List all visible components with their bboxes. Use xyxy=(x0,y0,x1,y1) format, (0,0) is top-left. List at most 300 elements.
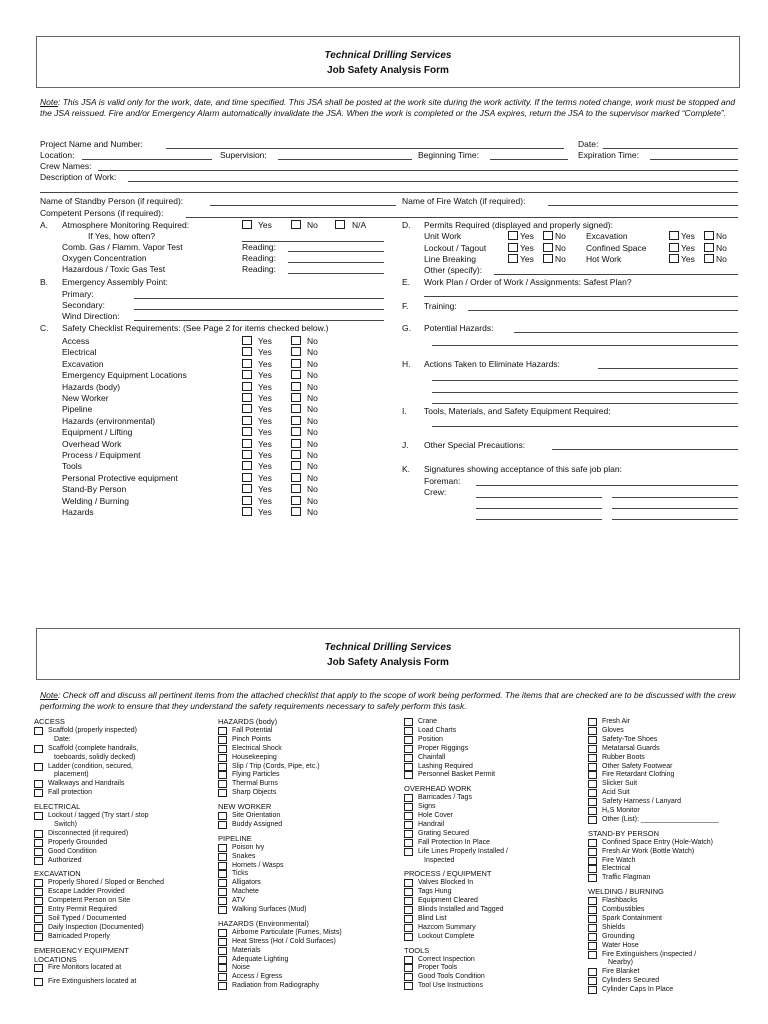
checklist-yes-checkbox[interactable] xyxy=(242,347,252,356)
permit-other-input[interactable] xyxy=(494,274,738,275)
checklist-item-label: Emergency Equipment Locations xyxy=(62,370,187,381)
checklist-checkbox[interactable] xyxy=(218,897,227,905)
checklist-checkbox[interactable] xyxy=(588,839,597,847)
permit-no-checkbox[interactable] xyxy=(543,254,553,263)
checklist-checkbox[interactable] xyxy=(34,839,43,847)
permit-label: Hot Work xyxy=(586,254,622,264)
checklist-checkbox[interactable] xyxy=(588,807,597,815)
checklist-no-checkbox[interactable] xyxy=(291,404,301,413)
checklist-yes-checkbox[interactable] xyxy=(242,382,252,391)
checklist-no-label: No xyxy=(307,461,318,472)
checklist-checkbox[interactable] xyxy=(218,780,227,788)
checklist-item: Inspected xyxy=(424,856,455,864)
permit-no-label: No xyxy=(716,231,727,241)
permit-no-checkbox[interactable] xyxy=(704,231,714,240)
checklist-section-heading: PROCESS / EQUIPMENT xyxy=(404,869,492,879)
section-a-label: Atmosphere Monitoring Required: xyxy=(62,220,190,230)
checklist-checkbox[interactable] xyxy=(34,780,43,788)
checklist-item: Fire Retardant Clothing xyxy=(602,771,675,779)
checklist-item: placement) xyxy=(54,771,89,779)
checklist-checkbox[interactable] xyxy=(218,879,227,887)
checklist-checkbox[interactable] xyxy=(404,830,413,838)
checklist-yes-checkbox[interactable] xyxy=(242,507,252,516)
atmosphere-yes-checkbox[interactable] xyxy=(242,220,252,229)
assembly-point-input[interactable] xyxy=(134,298,384,299)
checklist-no-checkbox[interactable] xyxy=(291,427,301,436)
assembly-point-label: Primary: xyxy=(62,289,94,299)
checklist-item: Ladder (condition, secured, xyxy=(48,762,133,770)
checklist-section-heading: NEW WORKER xyxy=(218,802,272,812)
page2-note xyxy=(40,690,740,711)
checklist-item: Fall Protection In Place xyxy=(418,838,490,846)
checklist-item: Walkways and Handrails xyxy=(48,780,125,788)
checklist-no-checkbox[interactable] xyxy=(291,450,301,459)
section-f-letter: F. xyxy=(402,301,409,311)
checklist-checkbox[interactable] xyxy=(404,906,413,914)
checklist-checkbox[interactable] xyxy=(588,951,597,959)
checklist-item: H₂S Monitor xyxy=(602,807,640,814)
permit-yes-label: Yes xyxy=(681,254,695,264)
checklist-item: Blind List xyxy=(418,914,447,922)
checklist-checkbox[interactable] xyxy=(34,857,43,865)
permit-no-checkbox[interactable] xyxy=(543,231,553,240)
permit-label: Unit Work xyxy=(424,231,462,241)
actions-line-2[interactable] xyxy=(432,380,738,381)
checklist-item: Fresh Air xyxy=(602,718,631,725)
checklist-section-heading: PIPELINE xyxy=(218,833,252,843)
checklist-no-checkbox[interactable] xyxy=(291,439,301,448)
tools-input[interactable] xyxy=(432,426,738,427)
checklist-checkbox[interactable] xyxy=(34,789,43,797)
page2-note-text: : Check off and discuss all pertinent items from the attached checklist that apply to the scope of work being performed. The items that are checked are to be discussed with the crew performing the work to ensure that they understand the safety requirements necessary to safely perform this task. xyxy=(40,690,736,711)
checklist-item: Competent Person on Site xyxy=(48,897,131,905)
checklist-checkbox[interactable] xyxy=(588,857,597,865)
checklist-yes-checkbox[interactable] xyxy=(242,473,252,482)
potential-hazards-input[interactable] xyxy=(514,332,738,333)
actions-line-4[interactable] xyxy=(432,403,738,404)
checklist-checkbox[interactable] xyxy=(218,956,227,964)
checklist-section-heading: STAND-BY PERSON xyxy=(588,828,659,838)
checklist-checkbox[interactable] xyxy=(404,794,413,802)
checklist-no-checkbox[interactable] xyxy=(291,461,301,470)
section-g-label: Potential Hazards: xyxy=(424,323,494,333)
checklist-checkbox[interactable] xyxy=(588,763,597,771)
checklist-item-label: Personal Protective equipment xyxy=(62,472,178,483)
checklist-yes-checkbox[interactable] xyxy=(242,450,252,459)
training-input[interactable] xyxy=(468,310,738,311)
checklist-checkbox[interactable] xyxy=(588,789,597,797)
checklist-checkbox[interactable] xyxy=(588,780,597,788)
checklist-item: Confined Space Entry (Hole-Watch) xyxy=(602,838,714,846)
checklist-yes-checkbox[interactable] xyxy=(242,439,252,448)
checklist-checkbox[interactable] xyxy=(34,915,43,923)
checklist-checkbox[interactable] xyxy=(34,933,43,941)
precautions-input[interactable] xyxy=(552,449,738,450)
checklist-item: Lockout Complete xyxy=(418,932,475,940)
competent-input[interactable] xyxy=(186,217,738,218)
standby-input[interactable] xyxy=(210,205,396,206)
fire-watch-input[interactable] xyxy=(548,205,738,206)
checklist-yes-checkbox[interactable] xyxy=(242,461,252,470)
crew-signature[interactable] xyxy=(612,519,738,520)
atmosphere-na-label: N/A xyxy=(352,220,367,230)
checklist-item: Escape Ladder Provided xyxy=(48,888,125,896)
checklist-checkbox[interactable] xyxy=(404,718,413,726)
checklist-item-label: Hazards (environmental) xyxy=(62,415,156,426)
checklist-no-checkbox[interactable] xyxy=(291,382,301,391)
checklist-item: Other Safety Footwear xyxy=(602,762,673,770)
description-line-2[interactable] xyxy=(40,192,738,193)
checklist-checkbox[interactable] xyxy=(218,888,227,896)
permit-no-checkbox[interactable] xyxy=(543,243,553,252)
checklist-item: Spark Containment xyxy=(602,914,662,922)
checklist-checkbox[interactable] xyxy=(404,736,413,744)
location-label: Location: xyxy=(40,150,75,160)
checklist-checkbox[interactable] xyxy=(218,938,227,946)
page2-form-title: Job Safety Analysis Form xyxy=(327,657,449,668)
permit-no-label: No xyxy=(555,242,566,253)
checklist-item: Grating Secured xyxy=(418,829,469,837)
checklist-checkbox[interactable] xyxy=(404,924,413,932)
section-b-label: Emergency Assembly Point: xyxy=(62,277,168,287)
checklist-checkbox[interactable] xyxy=(218,812,227,820)
section-i-letter: I. xyxy=(402,406,407,416)
checklist-yes-label: Yes xyxy=(258,427,272,438)
checklist-checkbox[interactable] xyxy=(588,848,597,856)
checklist-item: Slicker Suit xyxy=(602,780,638,788)
checklist-checkbox[interactable] xyxy=(34,812,43,820)
checklist-checkbox[interactable] xyxy=(34,745,43,753)
checklist-checkbox[interactable] xyxy=(34,964,43,972)
checklist-item: Materials xyxy=(232,946,261,954)
company-name: Technical Drilling Services xyxy=(324,50,452,61)
checklist-item: Tool Use Instructions xyxy=(418,982,483,990)
checklist-checkbox[interactable] xyxy=(588,727,597,735)
checklist-yes-label: Yes xyxy=(258,507,272,517)
checklist-yes-checkbox[interactable] xyxy=(242,336,252,345)
checklist-checkbox[interactable] xyxy=(218,862,227,870)
checklist-yes-label: Yes xyxy=(258,415,272,426)
checklist-checkbox[interactable] xyxy=(404,848,413,856)
checklist-no-label: No xyxy=(307,495,318,506)
checklist-checkbox[interactable] xyxy=(404,771,413,779)
foreman-signature[interactable] xyxy=(476,485,738,486)
permit-other-label: Other (specify): xyxy=(424,265,483,275)
checklist-checkbox[interactable] xyxy=(34,879,43,887)
checklist-checkbox[interactable] xyxy=(588,798,597,806)
checklist-section-heading: TOOLS xyxy=(404,945,430,955)
crew-signature[interactable] xyxy=(476,519,602,520)
permit-yes-checkbox[interactable] xyxy=(669,231,679,240)
checklist-section-heading: WELDING / BURNING xyxy=(588,887,664,897)
checklist-checkbox[interactable] xyxy=(588,915,597,923)
checklist-section-heading: EMERGENCY EQUIPMENT xyxy=(34,945,129,955)
checklist-checkbox[interactable] xyxy=(588,736,597,744)
checklist-checkbox[interactable] xyxy=(34,906,43,914)
checklist-item: Acid Suit xyxy=(602,789,630,797)
checklist-item: Scaffold (complete handrails, xyxy=(48,744,139,752)
checklist-checkbox[interactable] xyxy=(218,763,227,771)
assembly-point-input[interactable] xyxy=(134,309,384,310)
checklist-checkbox[interactable] xyxy=(588,924,597,932)
checklist-checkbox[interactable] xyxy=(588,771,597,779)
permit-label: Lockout / Tagout xyxy=(424,242,487,253)
checklist-item: Walking Surfaces (Mud) xyxy=(232,906,307,913)
checklist-checkbox[interactable] xyxy=(34,924,43,932)
checklist-item: Gloves xyxy=(602,726,624,734)
reading-input[interactable] xyxy=(288,273,384,274)
project-input[interactable] xyxy=(166,148,564,149)
checklist-checkbox[interactable] xyxy=(218,736,227,744)
checklist-item: Alligators xyxy=(232,879,261,887)
checklist-checkbox[interactable] xyxy=(404,888,413,896)
checklist-checkbox[interactable] xyxy=(404,803,413,811)
checklist-no-checkbox[interactable] xyxy=(291,484,301,493)
checklist-checkbox[interactable] xyxy=(404,821,413,829)
checklist-no-checkbox[interactable] xyxy=(291,473,301,482)
checklist-no-checkbox[interactable] xyxy=(291,507,301,516)
checklist-section-heading: ELECTRICAL xyxy=(34,802,81,812)
checklist-checkbox[interactable] xyxy=(34,888,43,896)
permit-yes-checkbox[interactable] xyxy=(669,254,679,263)
checklist-item: Barricaded Properly xyxy=(48,932,110,940)
permit-label: Confined Space xyxy=(586,242,647,253)
supervision-input[interactable] xyxy=(278,159,412,160)
checklist-checkbox[interactable] xyxy=(404,839,413,847)
checklist-checkbox[interactable] xyxy=(34,763,43,771)
checklist-section-heading: LOCATIONS xyxy=(34,954,77,964)
checklist-checkbox[interactable] xyxy=(218,964,227,972)
checklist-item-label: Electrical xyxy=(62,347,97,358)
checklist-item: Fire Watch xyxy=(602,856,636,864)
checklist-yes-label: Yes xyxy=(258,381,272,392)
checklist-checkbox[interactable] xyxy=(404,879,413,887)
checklist-checkbox[interactable] xyxy=(404,973,413,981)
crew-signature[interactable] xyxy=(476,508,602,509)
potential-hazards-line-2[interactable] xyxy=(432,345,738,346)
checklist-no-label: No xyxy=(307,427,318,438)
checklist-checkbox[interactable] xyxy=(588,977,597,985)
checklist-item: Other (List): ____________________ xyxy=(602,815,719,823)
checklist-yes-checkbox[interactable] xyxy=(242,359,252,368)
checklist-checkbox[interactable] xyxy=(404,956,413,964)
beginning-time-input[interactable] xyxy=(490,159,568,160)
checklist-item: Valves Blocked In xyxy=(418,879,474,887)
checklist-checkbox[interactable] xyxy=(588,718,597,726)
permit-yes-label: Yes xyxy=(520,254,534,264)
page2-company-name: Technical Drilling Services xyxy=(324,642,452,653)
competent-label: Competent Persons (if required): xyxy=(40,208,164,218)
permit-yes-checkbox[interactable] xyxy=(508,254,518,263)
checklist-checkbox[interactable] xyxy=(588,816,597,824)
atmosphere-na-checkbox[interactable] xyxy=(335,220,345,229)
expiration-time-input[interactable] xyxy=(650,159,738,160)
checklist-section-heading: ACCESS xyxy=(34,717,65,726)
permit-yes-checkbox[interactable] xyxy=(669,243,679,252)
checklist-checkbox[interactable] xyxy=(404,763,413,771)
checklist-no-checkbox[interactable] xyxy=(291,370,301,379)
location-input[interactable] xyxy=(82,159,212,160)
checklist-no-checkbox[interactable] xyxy=(291,393,301,402)
checklist-item: Correct Inspection xyxy=(418,955,475,963)
crew-names-input[interactable] xyxy=(98,170,738,171)
checklist-item-label: Tools xyxy=(62,461,82,472)
checklist-item: Electrical Shock xyxy=(232,744,282,752)
checklist-yes-checkbox[interactable] xyxy=(242,496,252,505)
assembly-point-input[interactable] xyxy=(134,320,384,321)
checklist-item: toeboards, solidly decked) xyxy=(54,753,136,761)
checklist-item: Noise xyxy=(232,964,250,972)
beginning-time-label: Beginning Time: xyxy=(418,150,479,160)
checklist-item: Lashing Required xyxy=(418,762,473,770)
checklist-checkbox[interactable] xyxy=(588,865,597,873)
section-c-label: Safety Checklist Requirements: (See Page 2 for items checked below.) xyxy=(62,323,329,333)
checklist-item-label: Equipment / Lifting xyxy=(62,427,133,438)
standby-label: Name of Standby Person (if required): xyxy=(40,196,184,206)
foreman-label: Foreman: xyxy=(424,476,461,486)
checklist-checkbox[interactable] xyxy=(588,942,597,950)
permit-no-label: No xyxy=(716,242,727,253)
checklist-checkbox[interactable] xyxy=(404,812,413,820)
checklist-checkbox[interactable] xyxy=(218,853,227,861)
checklist-checkbox[interactable] xyxy=(218,906,227,914)
checklist-item: Soil Typed / Documented xyxy=(48,914,127,922)
checklist-checkbox[interactable] xyxy=(218,870,227,878)
checklist-no-checkbox[interactable] xyxy=(291,496,301,505)
checklist-no-label: No xyxy=(307,381,318,392)
checklist-yes-checkbox[interactable] xyxy=(242,484,252,493)
checklist-checkbox[interactable] xyxy=(218,821,227,829)
section-i-label: Tools, Materials, and Safety Equipment Required: xyxy=(424,406,611,416)
checklist-checkbox[interactable] xyxy=(588,754,597,762)
checklist-section-heading: OVERHEAD WORK xyxy=(404,784,472,794)
checklist-no-checkbox[interactable] xyxy=(291,359,301,368)
checklist-item: Safety Harness / Lanyard xyxy=(602,798,681,806)
crew-signature[interactable] xyxy=(476,497,602,498)
permit-no-checkbox[interactable] xyxy=(704,254,714,263)
permit-yes-checkbox[interactable] xyxy=(508,231,518,240)
section-h-letter: H. xyxy=(402,359,411,369)
checklist-checkbox[interactable] xyxy=(404,727,413,735)
checklist-checkbox[interactable] xyxy=(588,745,597,753)
description-input[interactable] xyxy=(128,181,738,182)
checklist-checkbox[interactable] xyxy=(588,968,597,976)
checklist-checkbox[interactable] xyxy=(218,727,227,735)
checklist-checkbox[interactable] xyxy=(404,745,413,753)
reading-input[interactable] xyxy=(288,251,384,252)
atmosphere-no-checkbox[interactable] xyxy=(291,220,301,229)
checklist-item: Fall protection xyxy=(48,789,92,797)
checklist-item: Fire Extinguishers (inspected / xyxy=(602,950,697,958)
checklist-item: Machete xyxy=(232,888,259,896)
checklist-checkbox[interactable] xyxy=(404,754,413,762)
checklist-checkbox[interactable] xyxy=(34,848,43,856)
crew-signature[interactable] xyxy=(612,497,738,498)
checklist-checkbox[interactable] xyxy=(404,982,413,990)
checklist-no-checkbox[interactable] xyxy=(291,336,301,345)
checklist-yes-checkbox[interactable] xyxy=(242,404,252,413)
checklist-checkbox[interactable] xyxy=(404,897,413,905)
checklist-yes-checkbox[interactable] xyxy=(242,393,252,402)
checklist-item: Site Orientation xyxy=(232,812,281,819)
permit-no-label: No xyxy=(555,231,566,241)
checklist-item: Position xyxy=(418,735,443,743)
checklist-checkbox[interactable] xyxy=(218,745,227,753)
form-title: Job Safety Analysis Form xyxy=(327,65,449,76)
checklist-item: Disconnected (if required) xyxy=(48,829,129,837)
permit-yes-checkbox[interactable] xyxy=(508,243,518,252)
checklist-checkbox[interactable] xyxy=(218,929,227,937)
checklist-checkbox[interactable] xyxy=(218,947,227,955)
checklist-checkbox[interactable] xyxy=(218,771,227,779)
checklist-checkbox[interactable] xyxy=(34,897,43,905)
checklist-checkbox[interactable] xyxy=(218,844,227,852)
checklist-item-label: Stand-By Person xyxy=(62,484,127,495)
reading-input[interactable] xyxy=(288,262,384,263)
checklist-checkbox[interactable] xyxy=(218,789,227,797)
checklist-no-checkbox[interactable] xyxy=(291,416,301,425)
note-text: : This JSA is valid only for the work, date, and time specified. This JSA shall be posted at the work site during the work activity. If the terms noted change, work must be stopped and the JSA reissued. Fire and/or Emergency Alarm automatically invalidate the JSA. When the work is completed or the JSA expires, return the JSA to the supervisor marked “Complete”. xyxy=(40,97,736,118)
checklist-checkbox[interactable] xyxy=(588,986,597,994)
checklist-checkbox[interactable] xyxy=(34,978,43,986)
checklist-item: Flashbacks xyxy=(602,897,638,905)
checklist-item: Fall Potential xyxy=(232,726,273,734)
checklist-item: Date: xyxy=(54,735,71,743)
page2-header-box xyxy=(36,628,740,680)
checklist-item: Load Charts xyxy=(418,726,457,734)
work-plan-input[interactable] xyxy=(424,296,738,297)
checklist-no-label: No xyxy=(307,438,318,449)
permit-no-checkbox[interactable] xyxy=(704,243,714,252)
checklist-no-label: No xyxy=(307,404,318,415)
checklist-yes-label: Yes xyxy=(258,393,272,403)
checklist-item: Buddy Assigned xyxy=(232,820,283,828)
checklist-no-label: No xyxy=(307,450,318,460)
checklist-checkbox[interactable] xyxy=(404,933,413,941)
actions-line-3[interactable] xyxy=(432,392,738,393)
checklist-yes-label: Yes xyxy=(258,358,272,369)
checklist-item: Life Lines Properly Installed / xyxy=(418,847,508,855)
checklist-item: Snakes xyxy=(232,852,256,860)
checklist-item: Electrical xyxy=(602,865,631,873)
checklist-checkbox[interactable] xyxy=(404,915,413,923)
checklist-item: Entry Permit Required xyxy=(48,906,117,913)
checklist-checkbox[interactable] xyxy=(588,897,597,905)
checklist-item: Water Hose xyxy=(602,941,639,949)
checklist-checkbox[interactable] xyxy=(588,874,597,882)
checklist-checkbox[interactable] xyxy=(218,754,227,762)
checklist-checkbox[interactable] xyxy=(588,933,597,941)
checklist-section-heading: HAZARDS (body) xyxy=(218,717,278,726)
checklist-yes-checkbox[interactable] xyxy=(242,427,252,436)
assembly-point-label: Secondary: xyxy=(62,300,105,310)
actions-input[interactable] xyxy=(598,368,738,369)
crew-signature[interactable] xyxy=(612,508,738,509)
page1-note xyxy=(40,97,740,118)
fire-watch-label: Name of Fire Watch (if required): xyxy=(402,196,526,206)
permit-yes-label: Yes xyxy=(681,242,695,253)
checklist-yes-checkbox[interactable] xyxy=(242,370,252,379)
checklist-no-checkbox[interactable] xyxy=(291,347,301,356)
checklist-yes-checkbox[interactable] xyxy=(242,416,252,425)
date-input[interactable] xyxy=(603,148,738,149)
checklist-checkbox[interactable] xyxy=(404,964,413,972)
checklist-checkbox[interactable] xyxy=(218,973,227,981)
checklist-checkbox[interactable] xyxy=(218,982,227,990)
checklist-checkbox[interactable] xyxy=(34,830,43,838)
checklist-checkbox[interactable] xyxy=(588,906,597,914)
checklist-checkbox[interactable] xyxy=(34,727,43,735)
